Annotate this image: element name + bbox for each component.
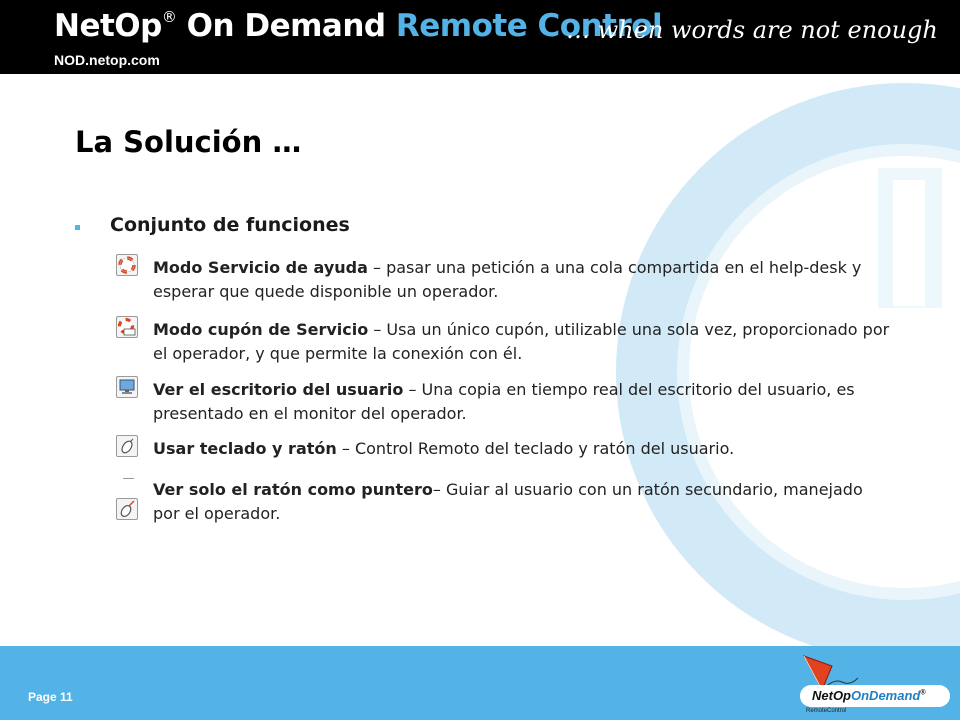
dash-marker	[123, 478, 134, 479]
slide-subheading: Conjunto de funciones	[110, 214, 350, 236]
feature-item	[153, 478, 893, 526]
lifebuoy-icon	[116, 254, 138, 276]
feature-name: Modo cupón de Servicio	[153, 320, 369, 339]
header-tagline: … when words are not enough	[566, 16, 938, 44]
feature-name: Ver el escritorio del usuario	[153, 380, 404, 399]
registered-mark: ®	[161, 7, 177, 26]
product-name-part2: Remote Control	[385, 8, 663, 44]
logo-part1: NetOp	[812, 688, 851, 703]
product-name-part1: On Demand	[176, 8, 386, 44]
logo-part2: OnDemand	[851, 688, 921, 703]
footer-logo-text	[812, 688, 926, 703]
logo-registered-mark: ®	[920, 689, 926, 697]
mouse-icon	[116, 435, 138, 457]
feature-item	[153, 256, 893, 304]
feature-description: – pasar una petición a una cola compartida en el help-desk y esperar que quede disponible un operador.	[153, 258, 862, 301]
feature-name: Ver solo el ratón como puntero	[153, 480, 433, 499]
slide-title: La Solución …	[75, 125, 302, 159]
page-number: Page 11	[28, 690, 73, 704]
feature-item	[153, 378, 893, 426]
feature-description: – Una copia en tiempo real del escritorio del usuario, es presentado en el monitor del operador.	[153, 380, 855, 423]
monitor-icon	[116, 376, 138, 398]
feature-name: Usar teclado y ratón	[153, 439, 337, 458]
url-rest: D.netop.com	[75, 52, 160, 68]
header-banner	[0, 0, 960, 74]
url-letter-n: N	[54, 52, 65, 68]
feature-item	[153, 318, 893, 366]
feature-description: – Usa un único cupón, utilizable una sola vez, proporcionado por el operador, y que permite la conexión con él.	[153, 320, 890, 363]
lifebuoy-coupon-icon	[116, 316, 138, 338]
brand-name: NetOp	[54, 8, 162, 44]
feature-description: – Control Remoto del teclado y ratón del usuario.	[336, 439, 735, 458]
feature-name: Modo Servicio de ayuda	[153, 258, 368, 277]
mouse-pointer-icon	[116, 498, 138, 520]
footer-logo-subtitle: RemoteControl	[806, 708, 847, 714]
bullet-square-icon	[75, 225, 80, 230]
feature-description: – Guiar al usuario con un ratón secundario, manejado por el operador.	[153, 480, 863, 523]
header-url	[54, 52, 160, 68]
url-letter-o: O	[64, 52, 76, 68]
feature-item	[153, 437, 893, 461]
